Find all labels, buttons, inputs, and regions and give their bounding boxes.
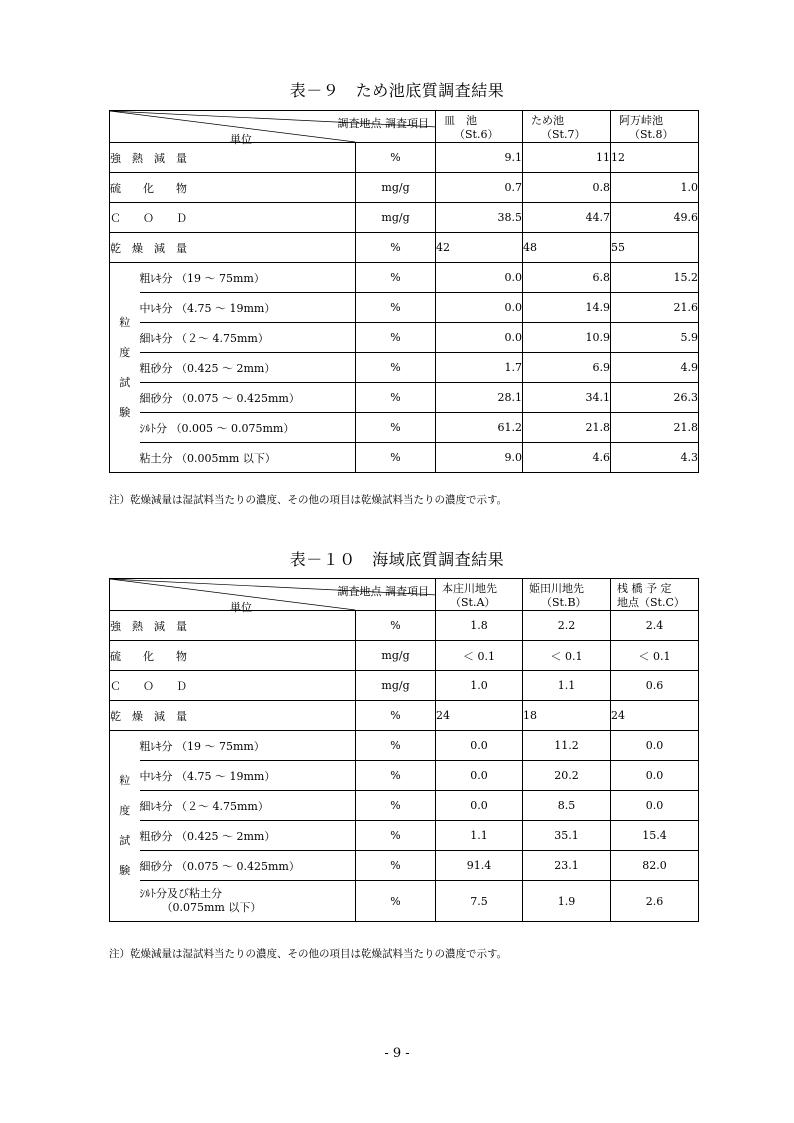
corner-label-location: 調査地点 調査項目 xyxy=(337,117,430,130)
corner-label-unit: 単位 xyxy=(230,601,252,614)
column-header: ため池 （St.7） xyxy=(523,111,611,143)
table-row xyxy=(110,203,699,233)
cell-value: 28.1 xyxy=(436,383,523,413)
cell-value: 18 xyxy=(523,701,611,731)
cell-value: 1.1 xyxy=(523,671,611,701)
row-unit: % xyxy=(356,611,436,641)
cell-value: 14.9 xyxy=(523,293,611,323)
cell-value: 35.1 xyxy=(523,821,611,851)
cell-value: 7.5 xyxy=(436,881,523,922)
grain-size-group-label: 粒 度 試 験 xyxy=(110,731,140,922)
row-item: 粗砂分 （0.425 ～ 2mm） xyxy=(140,353,356,383)
table10-note: 注）乾燥減量は湿試料当たりの濃度、その他の項目は乾燥試料当たりの濃度で示す。 xyxy=(109,948,508,960)
cell-value: 23.1 xyxy=(523,851,611,881)
row-unit: % xyxy=(356,791,436,821)
row-unit: % xyxy=(356,233,436,263)
column-header: 本庄川地先 （St.A） xyxy=(436,579,523,611)
cell-value: 4.3 xyxy=(611,443,699,473)
cell-value: 82.0 xyxy=(611,851,699,881)
page-number: - 9 - xyxy=(384,1046,410,1061)
cell-value: 15.2 xyxy=(611,263,699,293)
cell-value: 2.2 xyxy=(523,611,611,641)
cell-value: 1.0 xyxy=(436,671,523,701)
cell-value: 10.9 xyxy=(523,323,611,353)
cell-value: 1.9 xyxy=(523,881,611,922)
table9 xyxy=(109,110,699,473)
cell-value: 0.0 xyxy=(436,791,523,821)
column-header: 皿 池 （St.6） xyxy=(436,111,523,143)
row-item: 細ﾚｷ分 （２～ 4.75mm） xyxy=(140,323,356,353)
cell-value: 26.3 xyxy=(611,383,699,413)
cell-value: ＜ 0.1 xyxy=(523,641,611,671)
row-item: 粗砂分 （0.425 ～ 2mm） xyxy=(140,821,356,851)
cell-value: 0.7 xyxy=(436,173,523,203)
row-unit: % xyxy=(356,383,436,413)
cell-value: 2.6 xyxy=(611,881,699,922)
cell-value: 24 xyxy=(611,701,699,731)
table-row xyxy=(110,443,699,473)
row-item: Ｃ Ｏ Ｄ xyxy=(110,671,356,701)
cell-value: 0.0 xyxy=(436,323,523,353)
cell-value: 61.2 xyxy=(436,413,523,443)
row-unit: % xyxy=(356,413,436,443)
row-unit: % xyxy=(356,731,436,761)
cell-value: 6.8 xyxy=(523,263,611,293)
cell-value: 15.4 xyxy=(611,821,699,851)
row-item: 強 熱 減 量 xyxy=(110,143,356,173)
row-unit: % xyxy=(356,263,436,293)
corner-label-unit: 単位 xyxy=(230,133,252,146)
table-row xyxy=(110,383,699,413)
cell-value: 0.0 xyxy=(436,293,523,323)
row-item: 乾 燥 減 量 xyxy=(110,233,356,263)
table9-corner-header xyxy=(110,111,436,146)
table9-note: 注）乾燥減量は湿試料当たりの濃度、その他の項目は乾燥試料当たりの濃度で示す。 xyxy=(109,494,508,506)
table-row xyxy=(110,851,699,881)
cell-value: 91.4 xyxy=(436,851,523,881)
cell-value: 2.4 xyxy=(611,611,699,641)
row-item-line2: （0.075mm 以下） xyxy=(161,901,262,914)
cell-value: 55 xyxy=(611,233,699,263)
table-row xyxy=(110,353,699,383)
table-row xyxy=(110,641,699,671)
cell-value: 4.9 xyxy=(611,353,699,383)
cell-value: 24 xyxy=(436,701,523,731)
table-row xyxy=(110,263,699,293)
table-row xyxy=(110,233,699,263)
cell-value: 0.8 xyxy=(523,173,611,203)
table-row xyxy=(110,671,699,701)
row-item: 細ﾚｷ分 （２～ 4.75mm） xyxy=(140,791,356,821)
table-row xyxy=(110,791,699,821)
row-item: 粘土分 （0.005mm 以下） xyxy=(140,443,356,473)
row-unit: % xyxy=(356,761,436,791)
table-row xyxy=(110,611,699,641)
cell-value: 9.0 xyxy=(436,443,523,473)
cell-value: 0.6 xyxy=(611,671,699,701)
table10-title: 表－１０ 海域底質調査結果 xyxy=(289,550,505,569)
cell-value: 8.5 xyxy=(523,791,611,821)
cell-value: 49.6 xyxy=(611,203,699,233)
row-item: 中ﾚｷ分 （4.75 ～ 19mm） xyxy=(140,761,356,791)
table-row xyxy=(110,701,699,731)
table10-corner-header xyxy=(110,579,436,614)
row-item: 細砂分 （0.075 ～ 0.425mm） xyxy=(140,383,356,413)
row-unit: % xyxy=(356,443,436,473)
cell-value: 0.0 xyxy=(611,761,699,791)
cell-value: 34.1 xyxy=(523,383,611,413)
cell-value: 0.0 xyxy=(436,761,523,791)
grain-size-group-label: 粒 度 試 験 xyxy=(110,263,140,473)
cell-value: ＜ 0.1 xyxy=(611,641,699,671)
cell-value: 9.1 xyxy=(436,143,523,173)
table-row xyxy=(110,731,699,761)
table-row xyxy=(110,413,699,443)
row-unit: % xyxy=(356,821,436,851)
column-header: 姫田川地先 （St.B） xyxy=(523,579,611,611)
cell-value: 5.9 xyxy=(611,323,699,353)
row-unit: % xyxy=(356,143,436,173)
table-row xyxy=(110,881,699,922)
cell-value: 1.8 xyxy=(436,611,523,641)
table10 xyxy=(109,578,699,922)
table9-title: 表－９ ため池底質調査結果 xyxy=(289,81,505,100)
cell-value: 21.8 xyxy=(611,413,699,443)
cell-value: ＜ 0.1 xyxy=(436,641,523,671)
row-unit: % xyxy=(356,851,436,881)
row-unit: mg/g xyxy=(356,671,436,701)
cell-value: 11 xyxy=(523,143,611,173)
cell-value: 0.0 xyxy=(611,791,699,821)
row-unit: % xyxy=(356,353,436,383)
row-unit: mg/g xyxy=(356,641,436,671)
row-unit: mg/g xyxy=(356,203,436,233)
row-unit: % xyxy=(356,323,436,353)
row-unit: % xyxy=(356,701,436,731)
cell-value: 20.2 xyxy=(523,761,611,791)
row-item-line1: ｼﾙﾄ分及び粘土分 xyxy=(139,887,222,900)
cell-value: 38.5 xyxy=(436,203,523,233)
column-header: 阿万峠池 （St.8） xyxy=(611,111,699,143)
cell-value: 0.0 xyxy=(436,731,523,761)
row-item: 中ﾚｷ分 （4.75 ～ 19mm） xyxy=(140,293,356,323)
table-row xyxy=(110,173,699,203)
cell-value: 11.2 xyxy=(523,731,611,761)
cell-value: 4.6 xyxy=(523,443,611,473)
row-item: 粗ﾚｷ分 （19 ～ 75mm） xyxy=(140,263,356,293)
row-item: 粗ﾚｷ分 （19 ～ 75mm） xyxy=(140,731,356,761)
row-unit: mg/g xyxy=(356,173,436,203)
table-row xyxy=(110,323,699,353)
row-item: ｼﾙﾄ分 （0.005 ～ 0.075mm） xyxy=(140,413,356,443)
row-unit: % xyxy=(356,293,436,323)
cell-value: 21.8 xyxy=(523,413,611,443)
cell-value: 48 xyxy=(523,233,611,263)
row-item xyxy=(140,881,356,922)
row-item: 硫 化 物 xyxy=(110,641,356,671)
cell-value: 1.0 xyxy=(611,173,699,203)
cell-value: 0.0 xyxy=(436,263,523,293)
row-item: 乾 燥 減 量 xyxy=(110,701,356,731)
table-row xyxy=(110,143,699,173)
corner-label-location: 調査地点 調査項目 xyxy=(337,585,430,598)
cell-value: 42 xyxy=(436,233,523,263)
cell-value: 44.7 xyxy=(523,203,611,233)
cell-value: 0.0 xyxy=(611,731,699,761)
row-unit: % xyxy=(356,881,436,922)
row-item: 強 熱 減 量 xyxy=(110,611,356,641)
cell-value: 21.6 xyxy=(611,293,699,323)
column-header: 桟 橋 予 定 地点（St.C） xyxy=(611,579,699,611)
cell-value: 1.1 xyxy=(436,821,523,851)
cell-value: 1.7 xyxy=(436,353,523,383)
row-item: 細砂分 （0.075 ～ 0.425mm） xyxy=(140,851,356,881)
table-row xyxy=(110,761,699,791)
cell-value: 6.9 xyxy=(523,353,611,383)
table-row xyxy=(110,293,699,323)
cell-value: 12 xyxy=(611,143,699,173)
row-item: Ｃ Ｏ Ｄ xyxy=(110,203,356,233)
table-row xyxy=(110,821,699,851)
row-item: 硫 化 物 xyxy=(110,173,356,203)
